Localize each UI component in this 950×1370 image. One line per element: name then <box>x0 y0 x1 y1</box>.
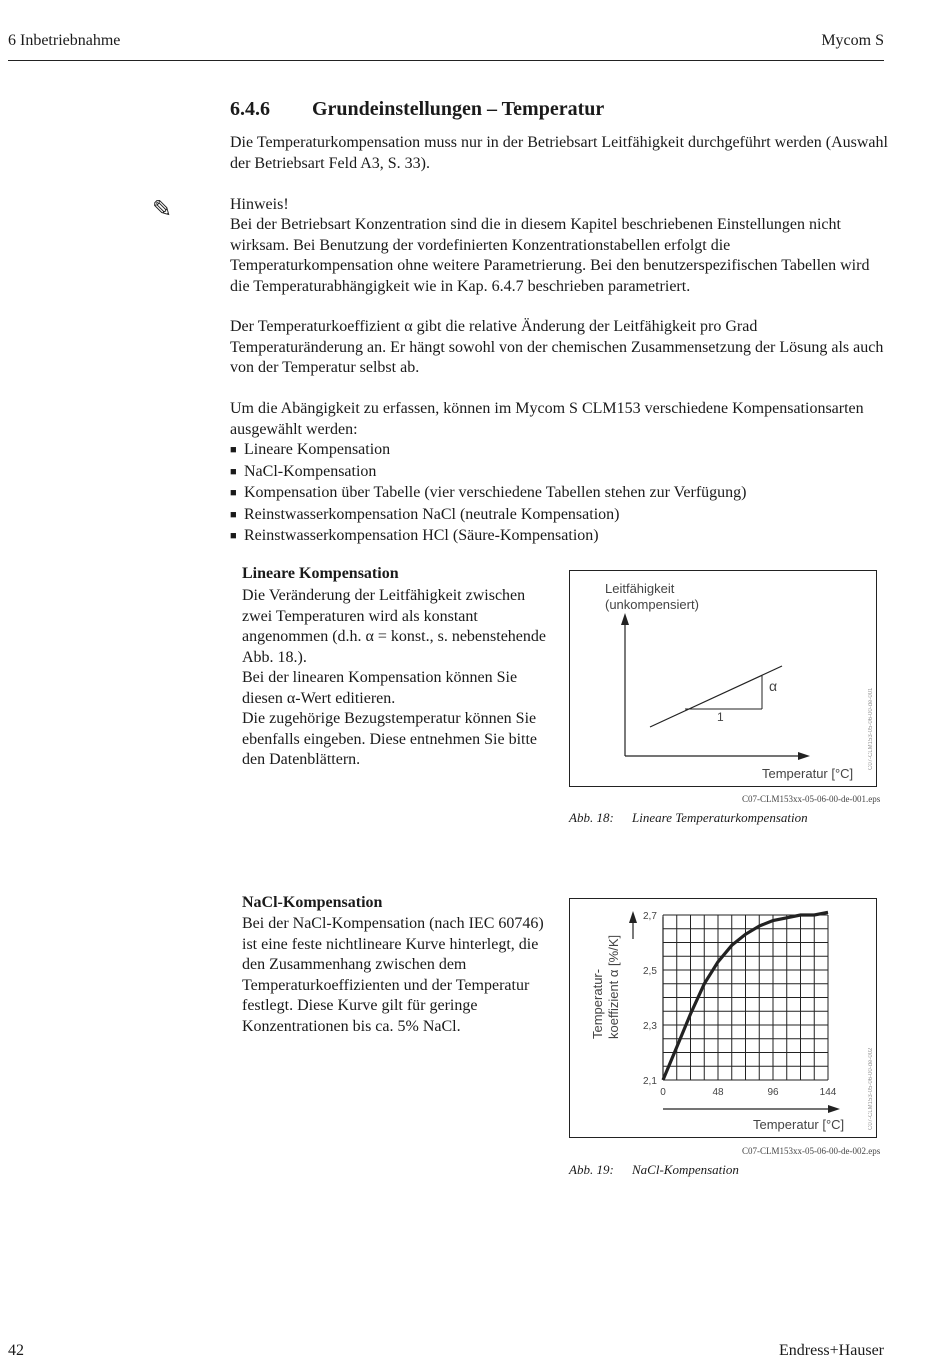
section-number: 6.4.6 <box>230 98 270 120</box>
figure-nacl <box>569 898 877 1138</box>
page-number: 42 <box>8 1342 24 1359</box>
linear-text: Die Veränderung der Leitfähigkeit zwischen zwei Temperaturen wird als konstant angenommen (d.h. α = konst., s. nebenstehende Abb. 18.). Bei der linearen Kompensation können Sie diesen α-Wert editieren. Die zugehörige Bezugstemperatur können Sie ebenfalls eingeben. Diese entnehmen Sie bitte den Datenblättern. <box>242 587 547 768</box>
list-item: ■ NaCl-Kompensation <box>230 462 746 484</box>
linear-source-file: C07-CLM153xx-05-06-00-de-001.eps <box>742 794 881 804</box>
caption-text: Lineare Temperaturkompensation <box>632 810 808 825</box>
list-item: ■ Kompensation über Tabelle (vier verschiedene Tabellen stehen zur Verfügung) <box>230 483 746 505</box>
figure-linear <box>569 570 877 787</box>
intro-paragraph: Die Temperaturkompensation muss nur in der Betriebsart Leitfähigkeit durchgeführt werden (Auswahl der Betriebsart Feld A3, S. 33). <box>230 134 888 172</box>
nacl-side-code: C07-CLM153-05-06-00-de-002 <box>868 1047 874 1130</box>
list-item: ■ Reinstwasserkompensation HCl (Säure-Kompensation) <box>230 526 746 548</box>
nacl-ylabel-2: koeffizient α [%/K] <box>606 934 621 1039</box>
running-header-section: 6 Inbetriebnahme <box>8 32 121 49</box>
nacl-title: NaCl-Kompensation <box>242 894 383 911</box>
nacl-grid <box>663 915 828 1080</box>
caption-label: Abb. 18: <box>569 810 614 825</box>
linear-title: Lineare Kompensation <box>242 565 399 582</box>
x-tick-label: 96 <box>767 1087 779 1098</box>
nacl-ylabel-1: Temperatur- <box>590 968 605 1039</box>
linear-xlabel: Temperatur [°C] <box>762 766 854 781</box>
x-tick-label: 144 <box>819 1087 837 1098</box>
linear-ylabel-1: Leitfähigkeit <box>605 581 675 596</box>
x-tick-label: 48 <box>712 1087 724 1098</box>
linear-x-arrow <box>798 752 810 760</box>
nacl-source-file: C07-CLM153xx-05-06-00-de-002.eps <box>742 1146 881 1156</box>
y-tick-label: 2,5 <box>643 966 657 977</box>
nacl-y-tick-labels <box>643 911 657 1087</box>
list-item: ■ Lineare Kompensation <box>230 440 746 462</box>
y-tick-label: 2,3 <box>643 1021 657 1032</box>
nacl-text: Bei der NaCl-Kompensation (nach IEC 60746) ist eine feste nichtlineare Kurve hinterlegt, die den Zusammenhang zwischen dem Temperaturkoeffizienten und der Temperatur festlegt. Diese Kurve gilt für geringe Konzentrationen bis ca. 5% NaCl. <box>242 915 544 1035</box>
pencil-icon: ✎ <box>152 197 173 223</box>
linear-side-code: C07-CLM153-05-06-00-de-001 <box>868 687 874 770</box>
section-title <box>230 98 604 121</box>
section-title-text: Grundeinstellungen – Temperatur <box>312 98 605 120</box>
caption-text: NaCl-Kompensation <box>632 1162 739 1177</box>
x-tick-label: 0 <box>660 1087 666 1098</box>
nacl-x-tick-labels <box>660 1087 837 1098</box>
list-item: ■ Reinstwasserkompensation NaCl (neutrale Kompensation) <box>230 505 746 527</box>
header-rule <box>8 60 884 61</box>
brand-name: Endress+Hauser <box>779 1342 884 1359</box>
nacl-y-arrow <box>629 911 637 923</box>
compensation-mode-list <box>230 440 746 548</box>
figure-caption-19 <box>569 1162 739 1178</box>
nacl-chart <box>570 899 876 1137</box>
running-header-product: Mycom S <box>821 32 884 49</box>
figure-caption-18 <box>569 810 808 826</box>
linear-alpha-label: α <box>769 678 778 694</box>
linear-step-label: 1 <box>717 710 724 724</box>
alpha-paragraph: Der Temperaturkoeffizient α gibt die relative Änderung der Leitfähigkeit pro Grad Temperaturänderung an. Er hängt sowohl von der chemischen Zusammensetzung der Lösung als auch von der Temperatur selbst ab. <box>230 318 884 376</box>
modes-paragraph: Um die Abängigkeit zu erfassen, können im Mycom S CLM153 verschiedene Kompensationsarten ausgewählt werden: <box>230 400 864 438</box>
y-tick-label: 2,1 <box>643 1076 657 1087</box>
caption-label: Abb. 19: <box>569 1162 614 1177</box>
note-title: Hinweis! <box>230 196 289 213</box>
linear-y-arrow <box>621 613 629 625</box>
nacl-x-arrow <box>828 1105 840 1113</box>
linear-diagram <box>570 571 876 786</box>
y-tick-label: 2,7 <box>643 911 657 922</box>
note-text: Bei der Betriebsart Konzentration sind die in diesem Kapitel beschriebenen Einstellungen nicht wirksam. Bei Benutzung der vordefinierten Konzentrationstabellen erfolgt die Temperaturkompensation ohne weitere Parametrierung. Bei den benutzerspezifischen Tabellen wird die Temperaturabhängigkeit wie in Kap. 6.4.7 beschrieben parametriert. <box>230 216 870 295</box>
nacl-xlabel: Temperatur [°C] <box>753 1117 845 1132</box>
linear-ylabel-2: (unkompensiert) <box>605 597 699 612</box>
